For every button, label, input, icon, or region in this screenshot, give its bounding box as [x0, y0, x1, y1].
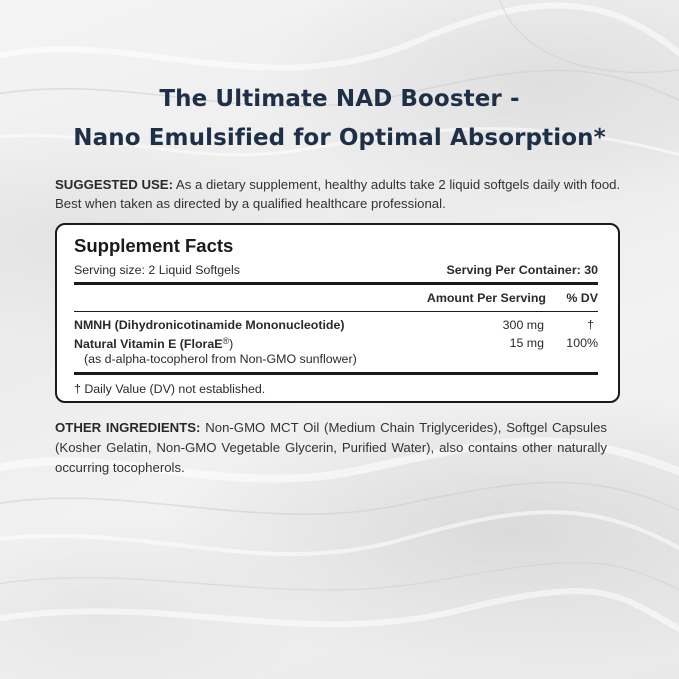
- divider-thick-bottom: [74, 372, 598, 375]
- suggested-use: [55, 175, 625, 213]
- nutrient-name: Natural Vitamin E (FloraE: [74, 337, 223, 351]
- col-dv-header: % DV: [566, 291, 598, 305]
- divider-thin: [74, 311, 598, 312]
- col-amount-header: Amount Per Serving: [426, 291, 546, 305]
- other-ingredients-label: OTHER INGREDIENTS:: [55, 420, 201, 435]
- nutrient-name: NMNH (Dihydronicotinamide Mononucleotide): [74, 318, 345, 332]
- suggested-use-text: As a dietary supplement, healthy adults take 2 liquid softgels daily with food. Best when taken as directed by a qualified healthcare professional.: [55, 177, 621, 211]
- supplement-facts-panel: [55, 223, 620, 403]
- other-ingredients: [55, 418, 607, 477]
- nutrient-amount: 300 mg: [502, 318, 544, 332]
- nutrient-dv: †: [587, 318, 594, 332]
- nutrient-amount: 15 mg: [509, 336, 544, 350]
- page-title: [0, 80, 679, 158]
- serving-size: Serving size: 2 Liquid Softgels: [74, 263, 240, 277]
- footnote: † Daily Value (DV) not established.: [74, 382, 266, 396]
- registered-mark: ®: [222, 336, 230, 346]
- nutrient-row: [74, 318, 598, 332]
- other-ingredients-text: Non-GMO MCT Oil (Medium Chain Triglycerides), Softgel Capsules (Kosher Gelatin, Non-GMO Vegetable Glycerin, Purified Water), also contains other naturally occurring tocopherols.: [55, 420, 607, 475]
- nutrient-dv: 100%: [566, 336, 598, 350]
- suggested-use-label: SUGGESTED USE:: [55, 177, 173, 192]
- nutrient-row: Natural Vitamin E (FloraE®) 15 mg 100%: [74, 336, 598, 351]
- title-line-1: The Ultimate NAD Booster -: [159, 86, 520, 112]
- divider-thick: [74, 282, 598, 285]
- nutrient-sub-description: (as d-alpha-tocopherol from Non-GMO sunflower): [84, 352, 357, 366]
- supplement-facts-heading: Supplement Facts: [74, 235, 234, 256]
- title-line-2: Nano Emulsified for Optimal Absorption*: [73, 125, 606, 151]
- serving-row: [74, 263, 598, 277]
- servings-per-container: Serving Per Container: 30: [446, 263, 598, 277]
